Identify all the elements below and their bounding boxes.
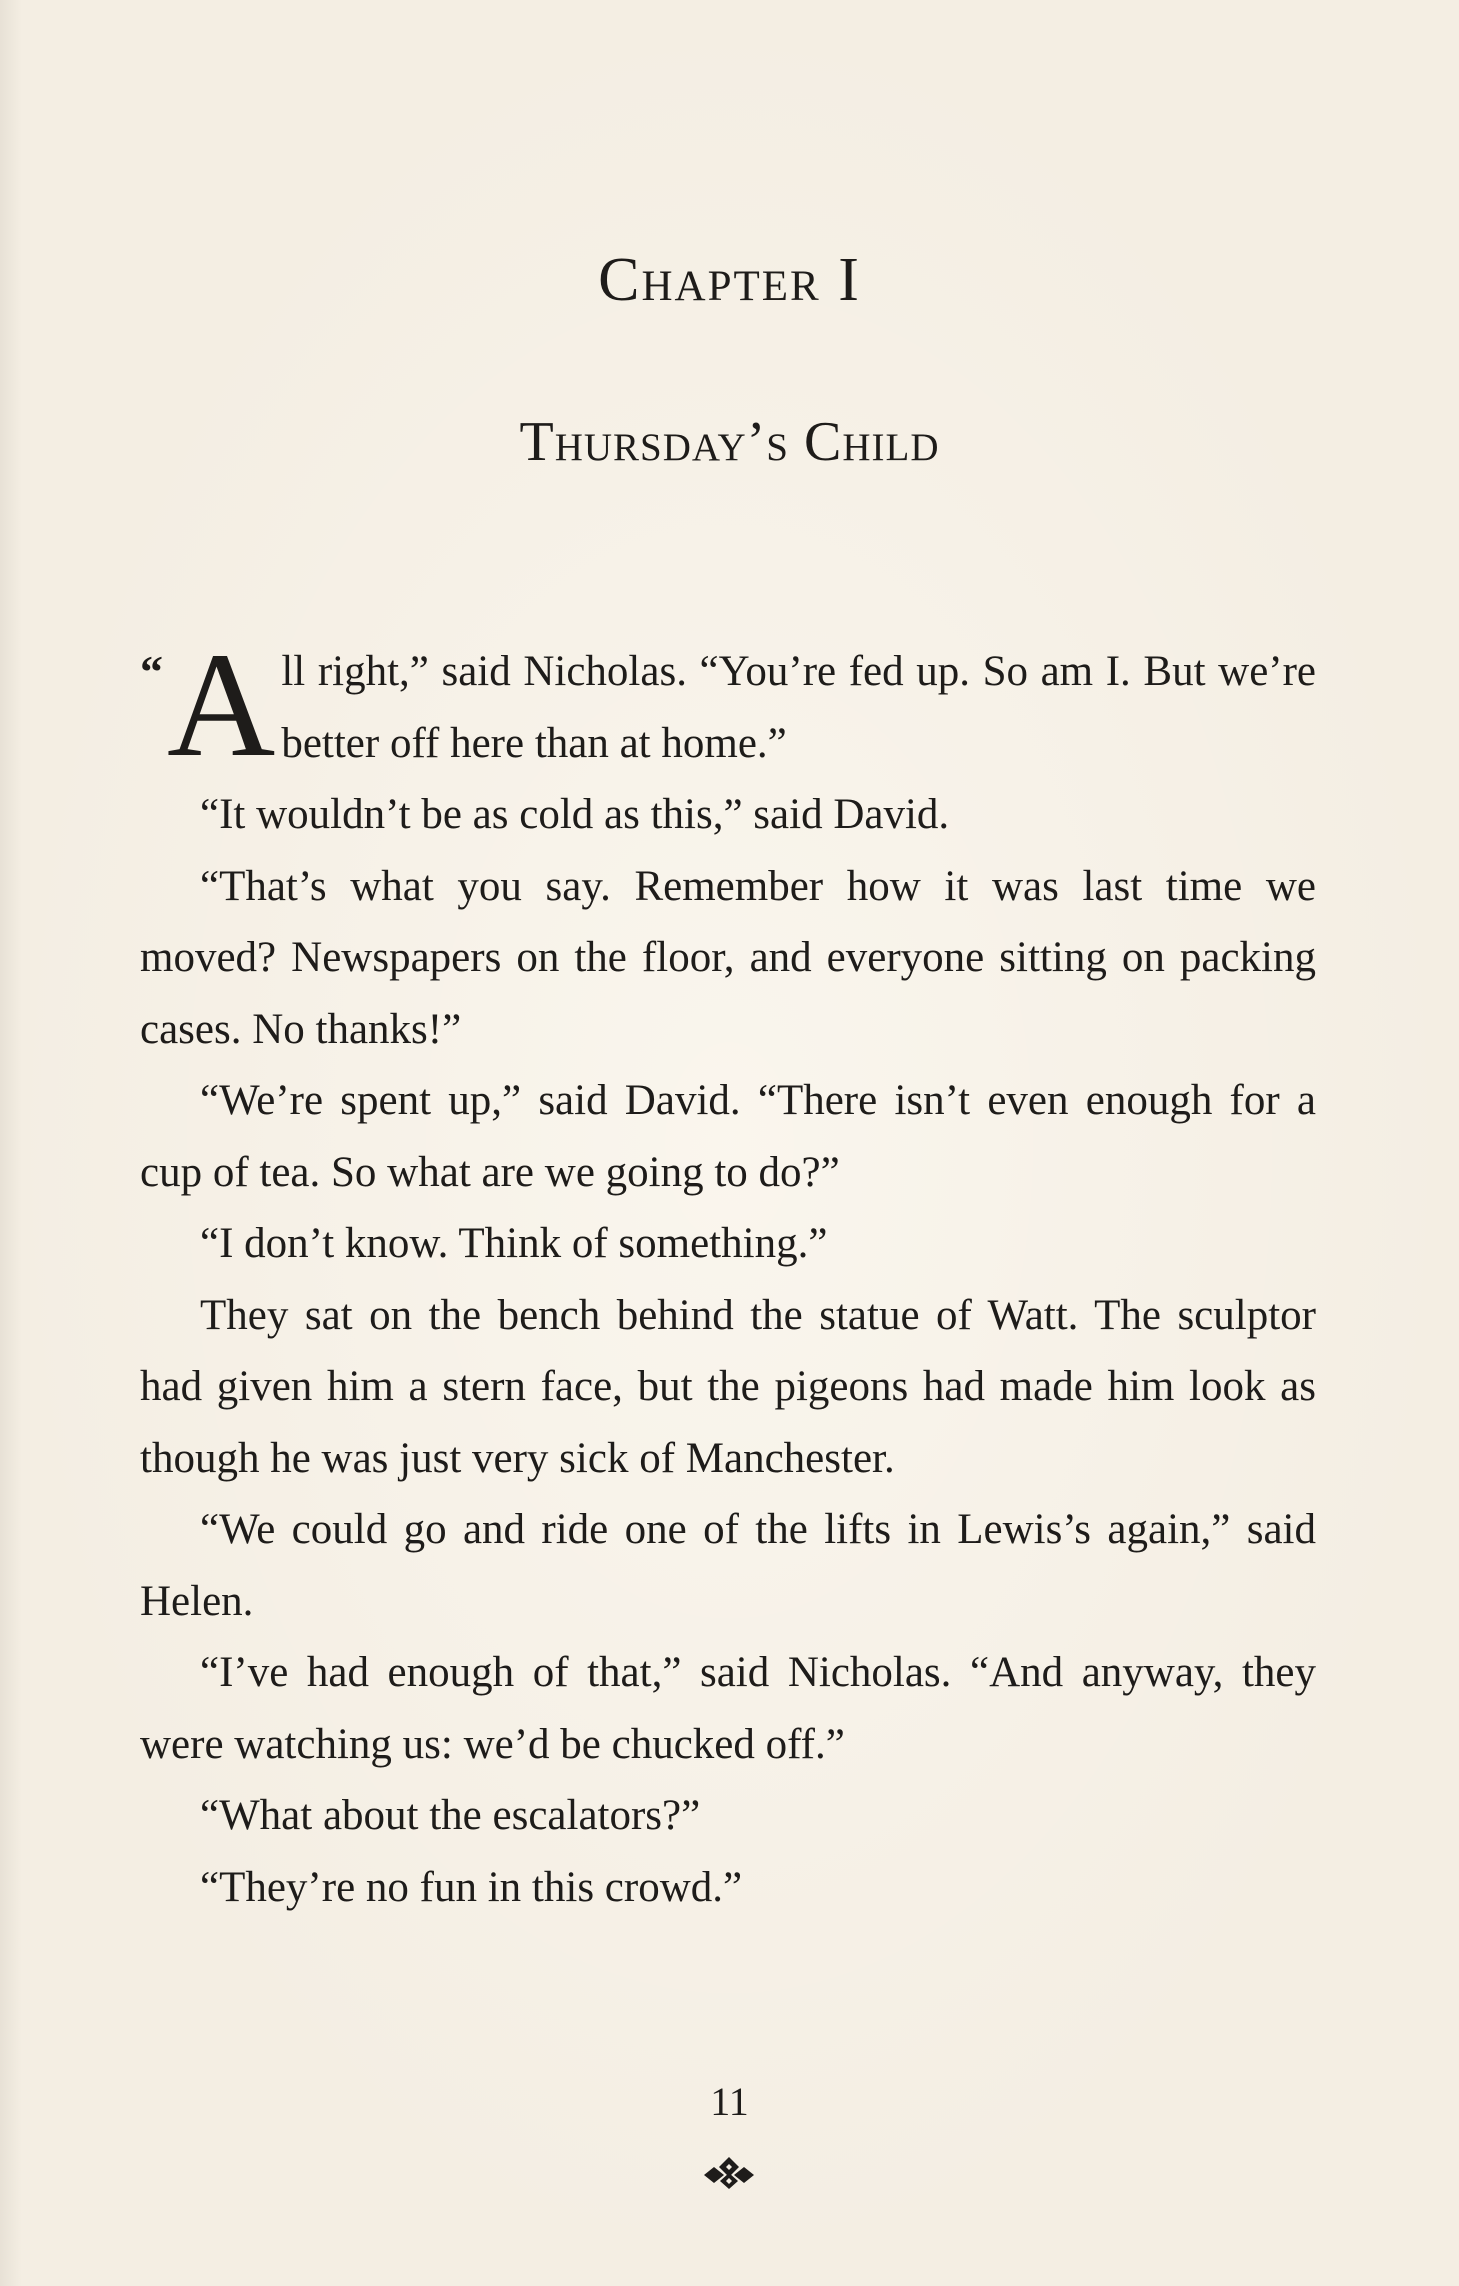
paragraph-5: “I don’t know. Think of something.” [200,1220,828,1267]
diamond-ornament-icon [696,2155,762,2191]
paragraph-8: “I’ve had enough of that,” said Nicholas. “And anyway, they were watching us: we’d be chucked off.” [140,1649,1316,1768]
paragraph-10: “They’re no fun in this crowd.” [200,1863,743,1911]
chapter-body [140,622,1316,1923]
paragraph-1-text: ll right,” said Nicholas. “You’re fed up. So am I. But we’re better off here than at home.” [281,648,1316,767]
page-gutter-shadow [0,0,22,2286]
paragraph-1 [140,622,1316,788]
chapter-title: Thursday’s Child [519,411,940,473]
paragraph-2: “It wouldn’t be as cold as this,” said David. [200,791,950,838]
paragraph-9: “What about the escalators?” [200,1792,701,1839]
paragraph-4: “We’re spent up,” said David. “There isn’t even enough for a cup of tea. So what are we going to do?” [140,1077,1316,1196]
chapter-heading: Chapter I [598,246,861,314]
page-number: 11 [710,2079,749,2124]
paragraph-6: They sat on the bench behind the statue of Watt. The sculptor had given him a stern face, but the pigeons had made him look as though he was just very sick of Manchester. [140,1291,1316,1482]
drop-cap: A [167,622,276,788]
paragraph-3: “That’s what you say. Remember how it was last time we moved? Newspapers on the floor, and everyone sitting on packing cases. No thanks!” [140,862,1316,1053]
drop-quote-mark: “ [140,646,163,697]
paragraph-7: “We could go and ride one of the lifts in Lewis’s again,” said Helen. [140,1506,1316,1625]
